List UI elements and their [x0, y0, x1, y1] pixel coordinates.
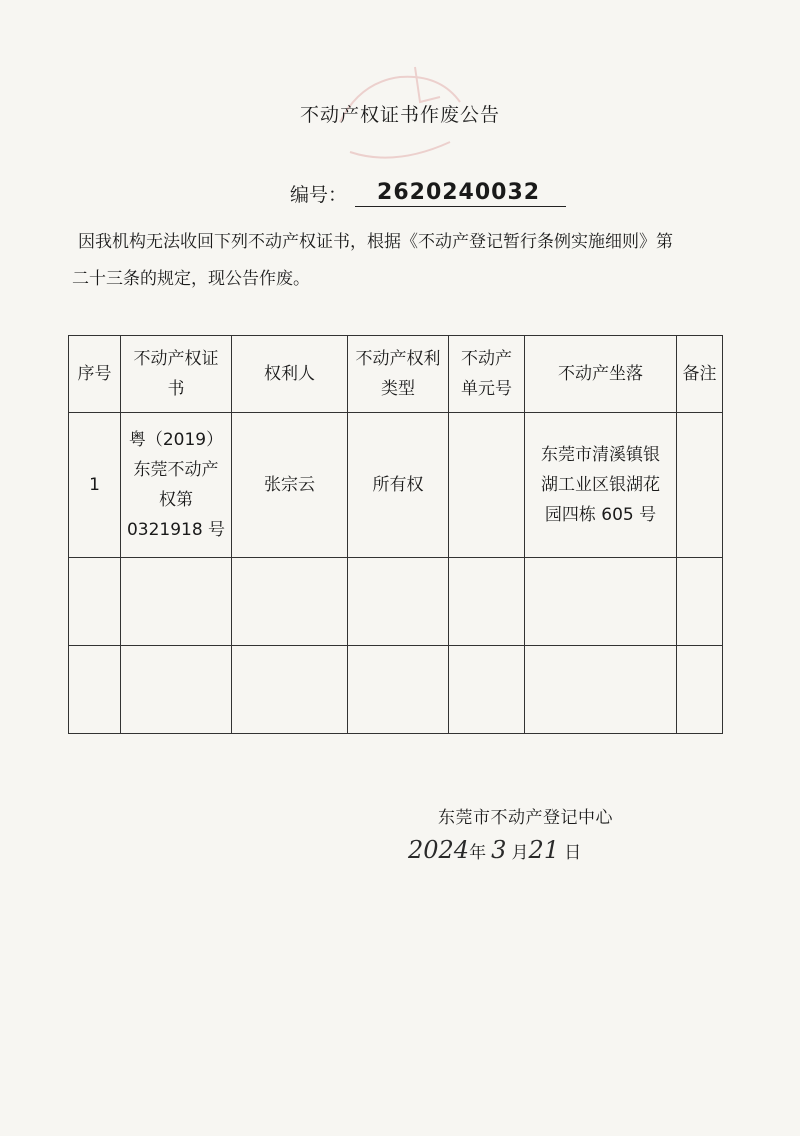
- number-label: 编号：: [290, 184, 348, 206]
- cell-empty: [121, 558, 232, 646]
- cell-empty: [69, 646, 121, 734]
- cell-cert-line-2: 东莞不动产: [133, 460, 219, 480]
- page-title: 不动产权证书作废公告: [299, 104, 500, 126]
- issuing-organization: 东莞市不动产登记中心: [438, 808, 613, 828]
- table-row: [69, 558, 723, 646]
- cell-location-line-2: 湖工业区银湖花: [541, 475, 660, 495]
- cell-empty: [677, 646, 723, 734]
- cell-empty: [232, 646, 348, 734]
- header-cert: [121, 336, 232, 413]
- header-right-type-line-1: 不动产权利: [355, 349, 441, 369]
- cell-right-type: 所有权: [348, 413, 449, 558]
- cell-cert-line-4: 0321918 号: [126, 520, 226, 540]
- cell-empty: [677, 558, 723, 646]
- cell-location: [525, 413, 677, 558]
- cell-empty: [121, 646, 232, 734]
- cell-location-line-1: 东莞市清溪镇银: [541, 445, 660, 465]
- cell-holder: 张宗云: [232, 413, 348, 558]
- header-seq: 序号: [69, 336, 121, 413]
- header-cert-line-2: 书: [167, 379, 185, 399]
- date-month: 3: [491, 836, 507, 864]
- number-value: 2620240032: [355, 180, 566, 207]
- cell-cert: [121, 413, 232, 558]
- cell-empty: [232, 558, 348, 646]
- header-unit-line-2: 单元号: [461, 379, 512, 399]
- cell-empty: [69, 558, 121, 646]
- header-cert-line-1: 不动产权证: [133, 349, 219, 369]
- header-holder: 权利人: [232, 336, 348, 413]
- cell-seq: 1: [69, 413, 121, 558]
- table-row: [69, 646, 723, 734]
- header-location: 不动产坐落: [525, 336, 677, 413]
- table-row: [69, 413, 723, 558]
- handwritten-date: [408, 836, 628, 876]
- date-year: 2024: [408, 836, 470, 864]
- paragraph-line-1: 因我机构无法收回下列不动产权证书，根据《不动产登记暂行条例实施细则》第: [78, 232, 673, 252]
- cell-remark: [677, 413, 723, 558]
- cell-cert-line-3: 权第: [159, 490, 193, 510]
- cell-empty: [525, 646, 677, 734]
- paragraph-line-2: 二十三条的规定，现公告作废。: [72, 269, 310, 289]
- date-month-char: 月: [511, 843, 529, 863]
- notice-paragraph: [72, 224, 758, 298]
- notice-number: [290, 180, 566, 207]
- header-remark: 备注: [677, 336, 723, 413]
- header-unit-line-1: 不动产: [461, 349, 512, 369]
- date-day-char: 日: [564, 843, 582, 863]
- header-unit: [449, 336, 525, 413]
- cell-empty: [449, 646, 525, 734]
- cell-unit: [449, 413, 525, 558]
- cell-empty: [348, 558, 449, 646]
- table-header-row: [69, 336, 723, 413]
- cell-location-line-3: 园四栋 605 号: [544, 505, 657, 525]
- header-right-type-line-2: 类型: [381, 379, 415, 399]
- cell-empty: [525, 558, 677, 646]
- cell-empty: [449, 558, 525, 646]
- header-right-type: [348, 336, 449, 413]
- certificate-table: [68, 335, 723, 734]
- date-day: 21: [528, 836, 560, 864]
- date-year-char: 年: [469, 843, 487, 863]
- cell-cert-line-1: 粤（2019）: [128, 430, 224, 450]
- cell-empty: [348, 646, 449, 734]
